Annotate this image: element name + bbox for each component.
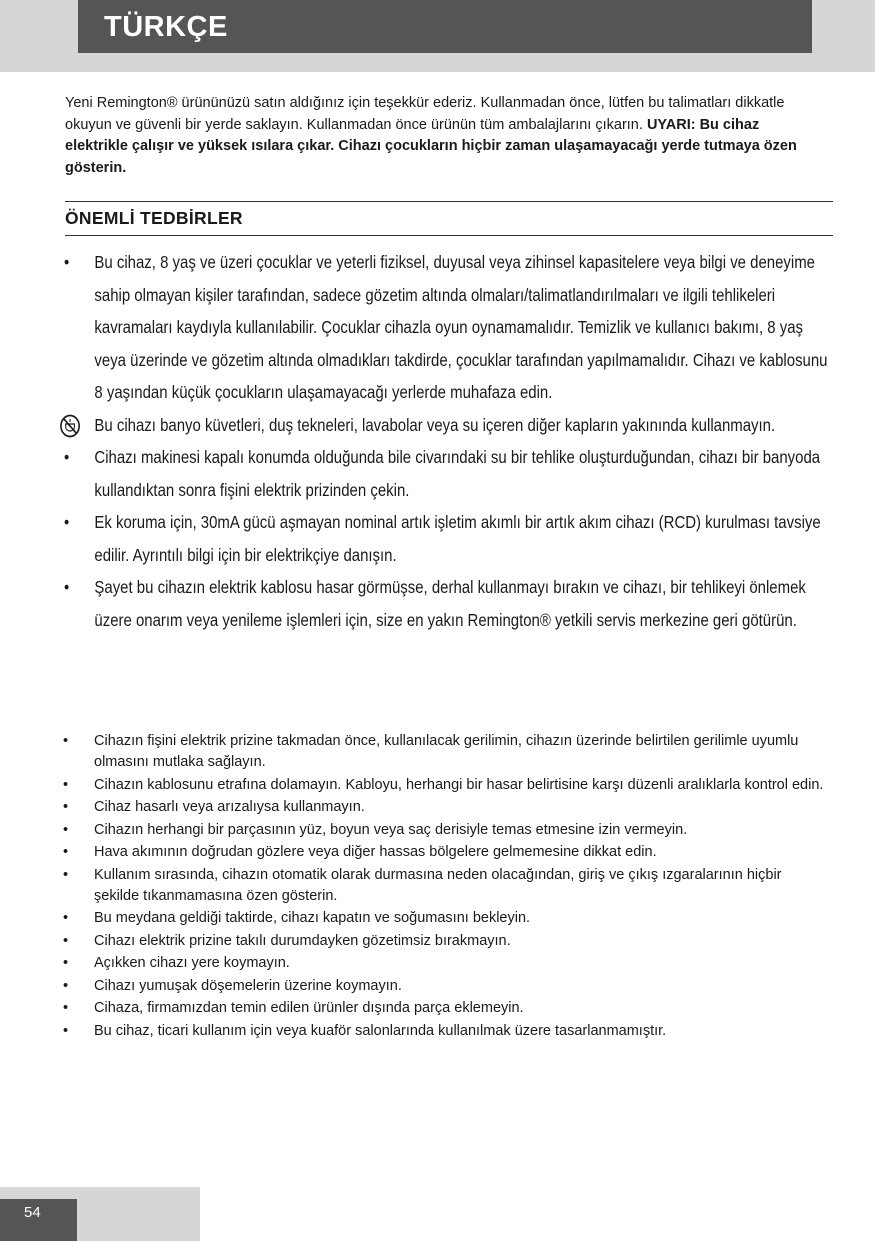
- no-water-icon: [59, 414, 82, 438]
- list-item: [57, 409, 836, 442]
- list-item-text: Ek koruma için, 30mA gücü aşmayan nominal artık işletim akımlı bir artık akım cihazı (RCD) kurulması tavsiye edilir. Ayrıntılı bilgi için bir elektrikçiye danışın.: [94, 512, 821, 565]
- list-item-text: Cihaz hasarlı veya arızalıysa kullanmayın.: [94, 799, 365, 815]
- section-title: ÖNEMLİ TEDBİRLER: [65, 208, 243, 228]
- bullet-marker: •: [63, 955, 69, 971]
- list-item: [57, 953, 827, 974]
- list-item: [57, 441, 836, 506]
- list-item: [57, 820, 827, 841]
- bullet-marker: •: [63, 910, 69, 926]
- bullet-marker: •: [63, 1022, 69, 1039]
- list-item: [57, 797, 827, 818]
- bullet-marker: •: [63, 252, 70, 272]
- list-item: [57, 775, 827, 796]
- intro-text: Yeni Remington® ürününüzü satın aldığınız için teşekkür ederiz. Kullanmadan önce, lütfen bu talimatları dikkatle okuyun ve güvenli bir yerde saklayın. Kullanmadan önce ürünün tüm ambalajlarını çıkarın.: [65, 95, 785, 133]
- bullet-marker: •: [63, 844, 69, 860]
- bullet-marker: •: [63, 577, 70, 597]
- list-item: [57, 731, 827, 773]
- list-item: [57, 571, 836, 636]
- list-item: [57, 1021, 827, 1042]
- list-item-text: Bu cihaz, 8 yaş ve üzeri çocuklar ve yeterli fiziksel, duyusal veya zihinsel kapasitelere veya bilgi ve deneyime sahip olmayan kişiler tarafından, sadece gözetim altında olmaları/talimatlandırılmaları ve ilgili tehlikeleri kavramaları kaydıyla kullanılabilir. Çocuklar cihazla oyun oynamamalıdır. Temizlik ve kullanıcı bakımı, 8 yaş veya üzerinde ve gözetim altında olmadıkları takdirde, çocuklar tarafından yapılmamalıdır. Cihazı ve kablosunu 8 yaşından küçük çocukların ulaşamayacağı yerlerde muhafaza edin.: [94, 252, 828, 402]
- list-item-text: Şayet bu cihazın elektrik kablosu hasar görmüşse, derhal kullanmayı bırakın ve cihazı, bir tehlikeyi önlemek üzere onarım veya yenileme işlemleri için, size en yakın Remington® yetkili servis merkezine geri götürün.: [94, 577, 806, 630]
- list-item-text: Cihazı makinesi kapalı konumda olduğunda bile civarındaki su bir tehlike oluşturduğundan, cihazı bir banyoda kullandıktan sonra fişini elektrik prizinden çekin.: [94, 447, 821, 500]
- bullet-marker: •: [63, 1000, 69, 1016]
- language-title: TÜRKÇE: [104, 11, 228, 43]
- list-item: [57, 998, 827, 1019]
- list-item-text: Hava akımının doğrudan gözlere veya diğer hassas bölgelere gelmemesine dikkat edin.: [94, 844, 657, 860]
- list-item: [57, 246, 836, 409]
- list-item: [57, 865, 827, 907]
- section-rule-top: [65, 201, 833, 202]
- list-item: [57, 976, 827, 997]
- warning-text: UYARI: Bu cihaz elektrikle çalışır ve yüksek ısılara çıkar. Cihazı çocukların hiçbir zaman ulaşamayacağı yerde tutmaya özen gösterin.: [65, 116, 797, 176]
- list-item-text: Cihazı yumuşak döşemelerin üzerine koymayın.: [94, 977, 402, 994]
- bullet-marker: •: [63, 512, 70, 532]
- list-item-text: Kullanım sırasında, cihazın otomatik olarak durmasına neden olacağından, giriş ve çıkış ızgaralarının hiçbir şekilde tıkanmamasına özen gösterin.: [94, 866, 782, 904]
- primary-precautions-list: [57, 246, 836, 636]
- intro-paragraph: [65, 93, 810, 179]
- section-rule-bottom: [65, 235, 833, 236]
- list-item: [57, 842, 827, 863]
- list-item-text: Cihazın kablosunu etrafına dolamayın. Kabloyu, herhangi bir hasar belirtisine karşı düzenli aralıklarla kontrol edin.: [94, 776, 824, 793]
- list-item-text: Cihaza, firmamızdan temin edilen ürünler dışında parça eklemeyin.: [94, 1000, 524, 1016]
- bullet-marker: •: [63, 799, 69, 815]
- list-item-text: Cihazı elektrik prizine takılı durumdayken gözetimsiz bırakmayın.: [94, 932, 511, 949]
- list-item: [57, 506, 836, 571]
- list-item-text: Cihazın herhangi bir parçasının yüz, boyun veya saç derisiyle temas etmesine izin vermeyin.: [94, 821, 688, 838]
- bullet-marker: •: [63, 821, 69, 838]
- bullet-marker: •: [63, 977, 69, 994]
- page-number: 54: [24, 1204, 41, 1221]
- bullet-marker: •: [63, 776, 69, 793]
- list-item-text: Açıkken cihazı yere koymayın.: [94, 955, 290, 971]
- list-item-text: Cihazın fişini elektrik prizine takmadan önce, kullanılacak gerilimin, cihazın üzerinde belirtilen gerilimle uyumlu olmasını mutlaka sağlayın.: [94, 733, 799, 770]
- bullet-marker: •: [63, 447, 70, 467]
- bullet-marker: •: [63, 866, 69, 883]
- list-item-text: Bu meydana geldiği taktirde, cihazı kapatın ve soğumasını bekleyin.: [94, 910, 531, 926]
- list-item-text: Bu cihazı banyo küvetleri, duş tekneleri, lavabolar veya su içeren diğer kapların yakınında kullanmayın.: [94, 414, 776, 435]
- list-item: [57, 931, 827, 952]
- list-item: [57, 908, 827, 929]
- secondary-precautions-list: [57, 731, 827, 1043]
- bullet-marker: •: [63, 932, 69, 949]
- list-item-text: Bu cihaz, ticari kullanım için veya kuaför salonlarında kullanılmak üzere tasarlanmamıştır.: [94, 1022, 667, 1039]
- bullet-marker: •: [63, 733, 69, 749]
